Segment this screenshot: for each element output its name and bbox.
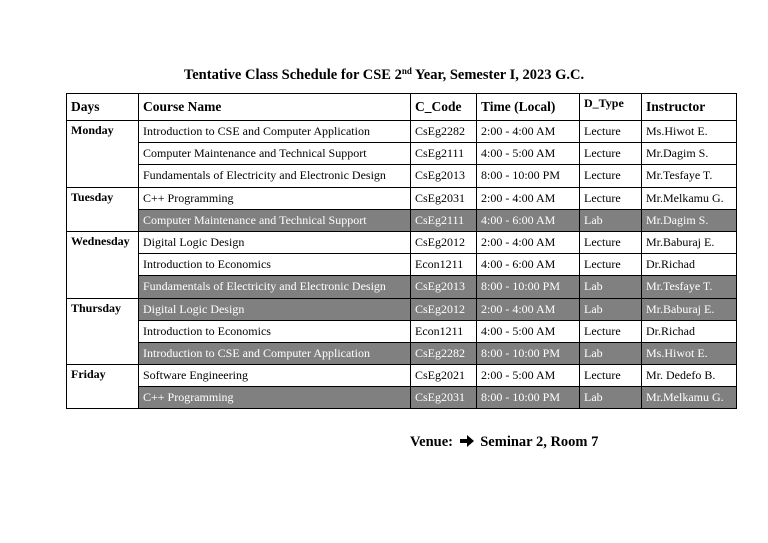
- course-cell: Digital Logic Design: [139, 231, 411, 253]
- course-code-cell: CsEg2282: [411, 121, 477, 143]
- table-row: [67, 254, 737, 276]
- course-code-cell: CsEg2013: [411, 276, 477, 298]
- day-cell: Monday: [67, 121, 139, 188]
- day-cell: Thursday: [67, 298, 139, 365]
- delivery-type-cell: Lab: [580, 276, 642, 298]
- day-cell: Friday: [67, 365, 139, 409]
- time-cell: 4:00 - 5:00 AM: [477, 320, 580, 342]
- instructor-cell: Mr.Melkamu G.: [642, 187, 737, 209]
- time-cell: 4:00 - 6:00 AM: [477, 254, 580, 276]
- venue-line: [410, 433, 598, 453]
- table-row: [67, 276, 737, 298]
- time-cell: 2:00 - 4:00 AM: [477, 121, 580, 143]
- delivery-type-cell: Lecture: [580, 320, 642, 342]
- delivery-type-cell: Lab: [580, 387, 642, 409]
- table-row: [67, 165, 737, 187]
- schedule-body: [67, 121, 737, 409]
- course-cell: Introduction to CSE and Computer Application: [139, 342, 411, 364]
- course-cell: Fundamentals of Electricity and Electronic Design: [139, 165, 411, 187]
- table-row: [67, 365, 737, 387]
- course-cell: Introduction to CSE and Computer Application: [139, 121, 411, 143]
- schedule-title: [0, 66, 768, 84]
- course-code-cell: Econ1211: [411, 320, 477, 342]
- title-superscript: nd: [401, 66, 412, 76]
- instructor-cell: Mr.Baburaj E.: [642, 231, 737, 253]
- time-cell: 2:00 - 4:00 AM: [477, 231, 580, 253]
- delivery-type-cell: Lecture: [580, 187, 642, 209]
- instructor-cell: Mr.Dagim S.: [642, 143, 737, 165]
- table-row: [67, 231, 737, 253]
- title-prefix: Tentative Class Schedule for CSE 2: [183, 67, 402, 83]
- course-cell: Computer Maintenance and Technical Support: [139, 143, 411, 165]
- table-row: [67, 187, 737, 209]
- header-days: Days: [67, 94, 139, 121]
- course-code-cell: CsEg2013: [411, 165, 477, 187]
- course-cell: Software Engineering: [139, 365, 411, 387]
- venue-value: Seminar 2, Room 7: [480, 434, 599, 450]
- day-cell: Wednesday: [67, 231, 139, 298]
- time-cell: 4:00 - 5:00 AM: [477, 143, 580, 165]
- table-row: [67, 320, 737, 342]
- delivery-type-cell: Lecture: [580, 231, 642, 253]
- header-time: Time (Local): [477, 94, 580, 121]
- table-row: [67, 387, 737, 409]
- delivery-type-cell: Lecture: [580, 365, 642, 387]
- time-cell: 2:00 - 4:00 AM: [477, 187, 580, 209]
- course-code-cell: CsEg2012: [411, 298, 477, 320]
- venue-label: Venue:: [410, 434, 453, 450]
- instructor-cell: Ms.Hiwot E.: [642, 121, 737, 143]
- course-cell: Introduction to Economics: [139, 320, 411, 342]
- time-cell: 4:00 - 6:00 AM: [477, 209, 580, 231]
- header-course-code: C_Code: [411, 94, 477, 121]
- delivery-type-cell: Lab: [580, 298, 642, 320]
- instructor-cell: Mr.Tesfaye T.: [642, 276, 737, 298]
- course-code-cell: CsEg2031: [411, 387, 477, 409]
- instructor-cell: Mr.Dagim S.: [642, 209, 737, 231]
- delivery-type-cell: Lecture: [580, 165, 642, 187]
- delivery-type-cell: Lecture: [580, 121, 642, 143]
- header-delivery-type: D_Type: [580, 94, 642, 121]
- course-cell: C++ Programming: [139, 387, 411, 409]
- course-cell: Fundamentals of Electricity and Electronic Design: [139, 276, 411, 298]
- course-code-cell: CsEg2111: [411, 143, 477, 165]
- instructor-cell: Dr.Richad: [642, 254, 737, 276]
- course-code-cell: CsEg2282: [411, 342, 477, 364]
- time-cell: 2:00 - 4:00 AM: [477, 298, 580, 320]
- delivery-type-cell: Lab: [580, 209, 642, 231]
- course-cell: Introduction to Economics: [139, 254, 411, 276]
- header-row: [67, 94, 737, 121]
- instructor-cell: Ms.Hiwot E.: [642, 342, 737, 364]
- instructor-cell: Mr.Tesfaye T.: [642, 165, 737, 187]
- table-row: [67, 209, 737, 231]
- delivery-type-cell: Lecture: [580, 254, 642, 276]
- course-cell: Computer Maintenance and Technical Support: [139, 209, 411, 231]
- delivery-type-cell: Lecture: [580, 143, 642, 165]
- course-code-cell: CsEg2012: [411, 231, 477, 253]
- time-cell: 8:00 - 10:00 PM: [477, 387, 580, 409]
- course-code-cell: CsEg2021: [411, 365, 477, 387]
- instructor-cell: Mr.Melkamu G.: [642, 387, 737, 409]
- course-cell: C++ Programming: [139, 187, 411, 209]
- table-row: [67, 342, 737, 364]
- time-cell: 8:00 - 10:00 PM: [477, 276, 580, 298]
- course-code-cell: CsEg2111: [411, 209, 477, 231]
- header-course-name: Course Name: [139, 94, 411, 121]
- course-code-cell: Econ1211: [411, 254, 477, 276]
- delivery-type-cell: Lab: [580, 342, 642, 364]
- day-cell: Tuesday: [67, 187, 139, 231]
- course-code-cell: CsEg2031: [411, 187, 477, 209]
- instructor-cell: Dr.Richad: [642, 320, 737, 342]
- instructor-cell: Mr. Dedefo B.: [642, 365, 737, 387]
- right-arrow-icon: [459, 434, 475, 453]
- time-cell: 8:00 - 10:00 PM: [477, 165, 580, 187]
- instructor-cell: Mr.Baburaj E.: [642, 298, 737, 320]
- course-cell: Digital Logic Design: [139, 298, 411, 320]
- time-cell: 2:00 - 5:00 AM: [477, 365, 580, 387]
- title-suffix: Year, Semester I, 2023 G.C.: [411, 67, 585, 83]
- schedule-table: [66, 93, 737, 409]
- table-row: [67, 143, 737, 165]
- table-row: [67, 298, 737, 320]
- header-instructor: Instructor: [642, 94, 737, 121]
- time-cell: 8:00 - 10:00 PM: [477, 342, 580, 364]
- table-row: [67, 121, 737, 143]
